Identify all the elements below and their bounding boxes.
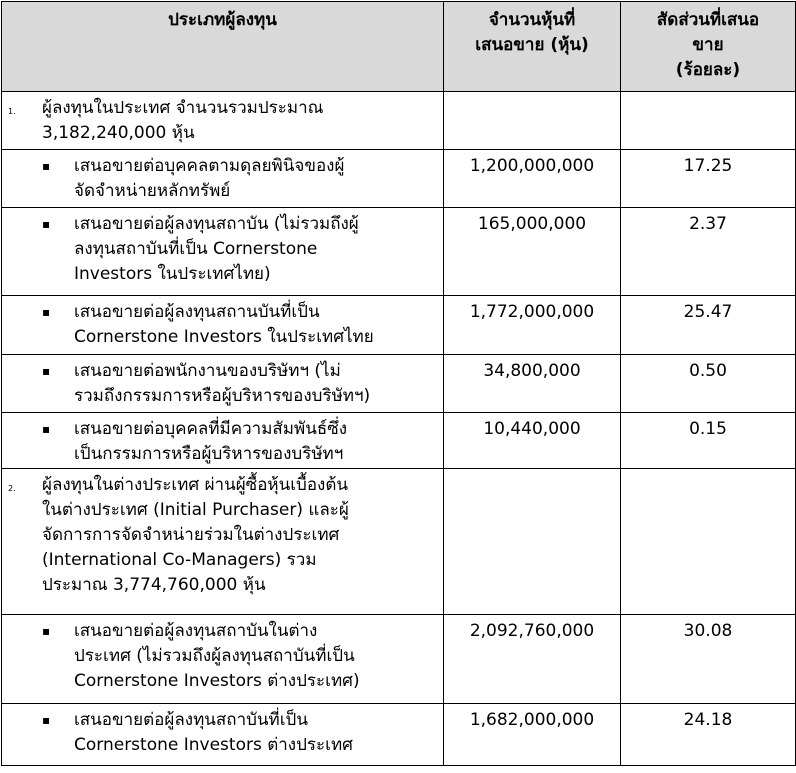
row-description: ▪ เสนอขายต่อผู้ลงทุนสถาบันในต่าง ประเทศ (ไม่รวมถึงผู้ลงทุนสถาบันที่เป็น Cornerstone Investors ต่างประเทศ) [2, 615, 444, 704]
bullet-icon: ▪ [42, 422, 51, 436]
bullet-icon: ▪ [42, 624, 51, 638]
row-percent: 24.18 [621, 704, 796, 766]
table-row [2, 296, 796, 355]
table-header-row [2, 2, 796, 92]
header-offering-proportion: สัดส่วนที่เสนอ ขาย (ร้อยละ) [621, 2, 796, 92]
bullet-icon: ▪ [42, 217, 51, 231]
group-label: 1. ผู้ลงทุนในประเทศ จำนวนรวมประมาณ 3,182,240,000 หุ้น [2, 92, 444, 150]
row-percent: 0.15 [621, 413, 796, 469]
bullet-icon: ▪ [42, 713, 51, 727]
row-shares: 1,772,000,000 [444, 296, 621, 355]
row-shares: 1,682,000,000 [444, 704, 621, 766]
header-offered-shares: จำนวนหุ้นที่ เสนอขาย (หุ้น) [444, 2, 621, 92]
row-percent: 2.37 [621, 208, 796, 296]
row-shares: 1,200,000,000 [444, 150, 621, 208]
row-description: ▪ เสนอขายต่อพนักงานของบริษัทฯ (ไม่ รวมถึงกรรมการหรือผู้บริหารของบริษัทฯ) [2, 355, 444, 413]
table-row [2, 208, 796, 296]
table-row [2, 413, 796, 469]
group-row-foreign [2, 469, 796, 615]
group-number: 1. [8, 107, 16, 116]
table-row [2, 150, 796, 208]
row-description: ▪ เสนอขายต่อบุคคลตามดุลยพินิจของผู้ จัดจำหน่ายหลักทรัพย์ [2, 150, 444, 208]
group-number: 2. [8, 484, 16, 493]
offering-allocation-table [1, 1, 796, 766]
bullet-icon: ▪ [42, 305, 51, 319]
row-description: ▪ เสนอขายต่อผู้ลงทุนสถาบัน (ไม่รวมถึงผู้ ลงทุนสถาบันที่เป็น Cornerstone Investors ในประเทศไทย) [2, 208, 444, 296]
row-percent: 0.50 [621, 355, 796, 413]
bullet-icon: ▪ [42, 364, 51, 378]
table-row [2, 704, 796, 766]
row-shares: 165,000,000 [444, 208, 621, 296]
row-shares: 34,800,000 [444, 355, 621, 413]
table-row [2, 615, 796, 704]
row-percent: 30.08 [621, 615, 796, 704]
group-label: 2. ผู้ลงทุนในต่างประเทศ ผ่านผู้ซื้อหุ้นเบื้องต้น ในต่างประเทศ (Initial Purchaser) และผู้ จัดการการจัดจำหน่ายร่วมในต่างประเทศ (International Co-Managers) รวม ประมาณ 3,774,760,000 หุ้น [2, 469, 444, 615]
row-description: ▪ เสนอขายต่อผู้ลงทุนสถานบันที่เป็น Cornerstone Investors ในประเทศไทย [2, 296, 444, 355]
group-row-domestic [2, 92, 796, 150]
row-shares: 2,092,760,000 [444, 615, 621, 704]
row-percent: 25.47 [621, 296, 796, 355]
header-investor-type: ประเภทผู้ลงทุน [2, 2, 444, 92]
row-description: ▪ เสนอขายต่อผู้ลงทุนสถาบันที่เป็น Cornerstone Investors ต่างประเทศ [2, 704, 444, 766]
row-description: ▪ เสนอขายต่อบุคคลที่มีความสัมพันธ์ซึ่ง เป็นกรรมการหรือผู้บริหารของบริษัทฯ [2, 413, 444, 469]
table-row [2, 355, 796, 413]
bullet-icon: ▪ [42, 159, 51, 173]
row-shares: 10,440,000 [444, 413, 621, 469]
row-percent: 17.25 [621, 150, 796, 208]
